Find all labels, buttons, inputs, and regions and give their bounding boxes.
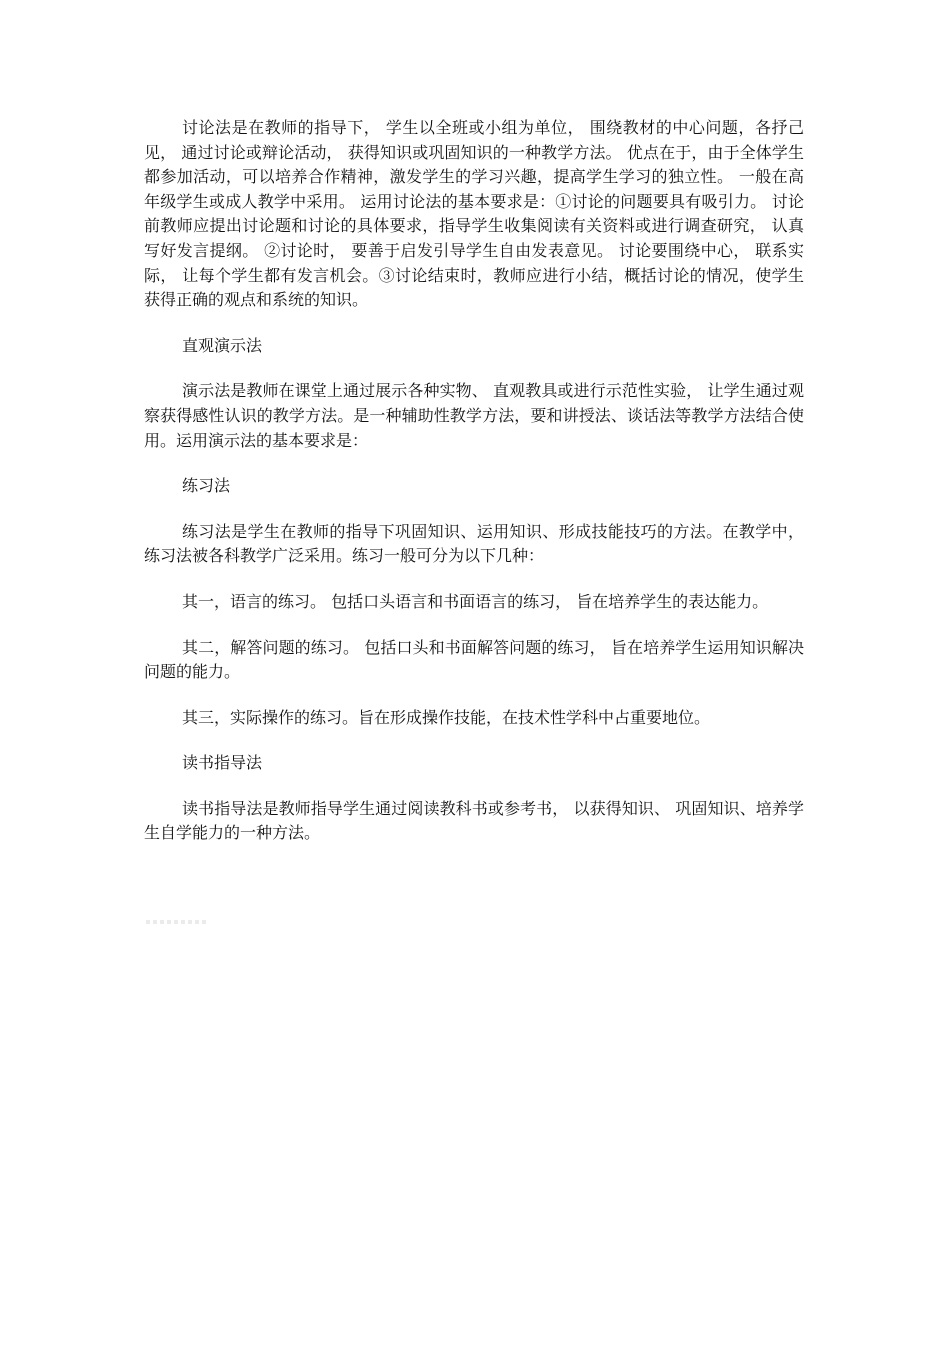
heading-demonstration-method: 直观演示法 (182, 335, 263, 355)
faint-scan-mark (146, 920, 206, 924)
paragraph-discussion-method: 讨论法是在教师的指导下， 学生以全班或小组为单位， 围绕教材的中心问题，各抒己见， 通过讨论或辩论活动， 获得知识或巩固知识的一种教学方法。 优点在于，由于全体学生都参加活动，可以培养合作精神，激发学生的学习兴趣，提高学生学习的独立性。 一般在高年级学生或成人教学中采用。 运用讨论法的基本要求是：①讨论的问题要具有吸引力。 讨论前教师应提出讨论题和讨论的具体要求，指导学生收集阅读有关资料或进行调查研究， 认真写好发言提纲。 ②讨论时， 要善于启发引导学生自由发表意见。 讨论要围绕中心， 联系实际， 让每个学生都有发言机会。③讨论结束时，教师应进行小结，概括讨论的情况，使学生获得正确的观点和系统的知识。 (144, 118, 804, 310)
paragraph-practice-method: 练习法是学生在教师的指导下巩固知识、运用知识、形成技能技巧的方法。在教学中，练习法被各科教学广泛采用。练习一般可分为以下几种： (144, 521, 804, 566)
heading-practice-method: 练习法 (182, 476, 231, 496)
paragraph-operation-practice: 其三，实际操作的练习。旨在形成操作技能，在技术性学科中占重要地位。 (182, 707, 711, 727)
document-body (144, 116, 804, 867)
heading-reading-guidance-method: 读书指导法 (182, 753, 263, 773)
paragraph-language-practice: 其一，语言的练习。 包括口头语言和书面语言的练习， 旨在培养学生的表达能力。 (182, 591, 769, 611)
paragraph-reading-guidance-method: 读书指导法是教师指导学生通过阅读教科书或参考书， 以获得知识、 巩固知识、培养学生自学能力的一种方法。 (144, 798, 804, 843)
paragraph-demonstration-method: 演示法是教师在课堂上通过展示各种实物、 直观教具或进行示范性实验， 让学生通过观察获得感性认识的教学方法。是一种辅助性教学方法，要和讲授法、谈话法等教学方法结合使用。运用演示法的基本要求是： (144, 381, 804, 450)
paragraph-problem-practice: 其二，解答问题的练习。 包括口头和书面解答问题的练习， 旨在培养学生运用知识解决问题的能力。 (144, 637, 804, 682)
